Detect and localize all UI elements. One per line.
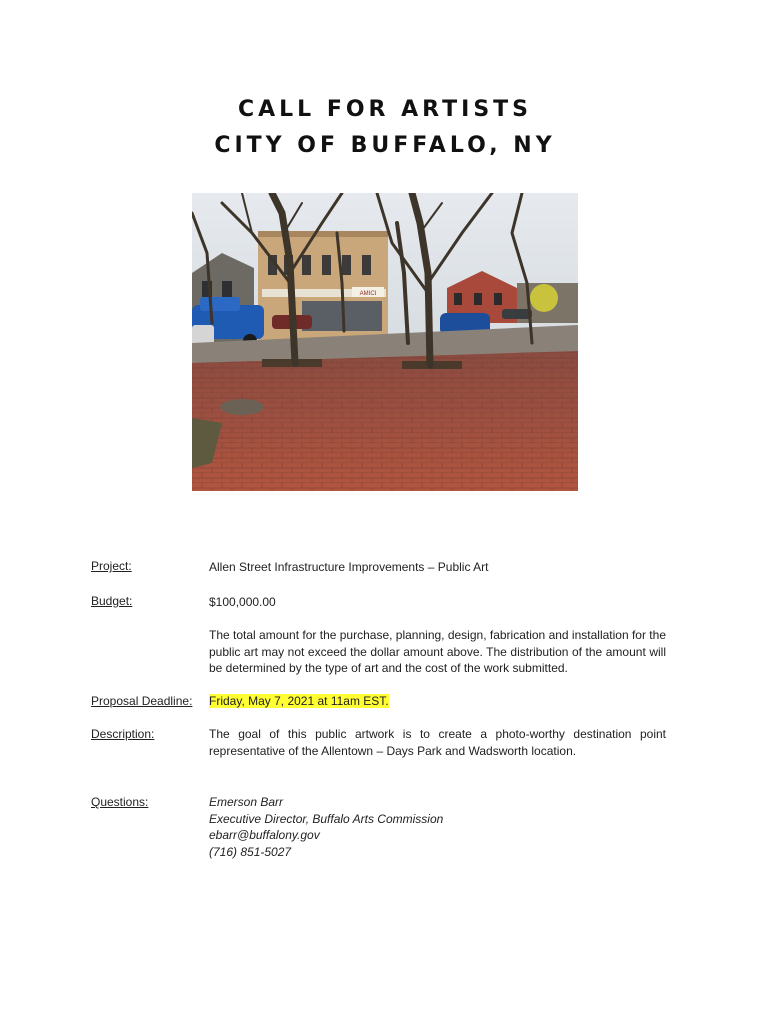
deadline-label: Proposal Deadline:: [91, 694, 193, 708]
title-line-1: CALL FOR ARTISTS: [237, 97, 533, 122]
description-label: Description:: [91, 727, 155, 741]
questions-label: Questions:: [91, 795, 149, 809]
description-value: The goal of this public artwork is to create a photo-worthy destination point representative of the Allentown – Days Park and Wadsworth location.: [209, 727, 666, 758]
deadline-value: [209, 693, 666, 710]
contact-block: [209, 794, 666, 860]
contact-phone: (716) 851-5027: [209, 844, 292, 859]
project-value: Allen Street Infrastructure Improvements – Public Art: [209, 560, 489, 574]
contact-title: Executive Director, Buffalo Arts Commission: [209, 811, 444, 826]
document-title: [0, 92, 770, 164]
budget-note: The total amount for the purchase, planning, design, fabrication and installation for the public art may not exceed the dollar amount above. The distribution of the amount will be determined by the type of art and the cost of the work submitted.: [209, 628, 666, 675]
street-photo: [192, 193, 578, 491]
contact-name: Emerson Barr: [209, 795, 284, 809]
deadline-highlight: Friday, May 7, 2021 at 11am EST.: [209, 694, 389, 708]
project-label: Project:: [91, 559, 132, 573]
title-line-2: CITY OF BUFFALO, NY: [214, 133, 556, 158]
shop-sign-text: AMICI: [359, 291, 377, 297]
contact-email[interactable]: ebarr@buffalony.gov: [209, 828, 320, 842]
budget-value: $100,000.00: [209, 595, 276, 609]
budget-label: Budget:: [91, 594, 133, 608]
